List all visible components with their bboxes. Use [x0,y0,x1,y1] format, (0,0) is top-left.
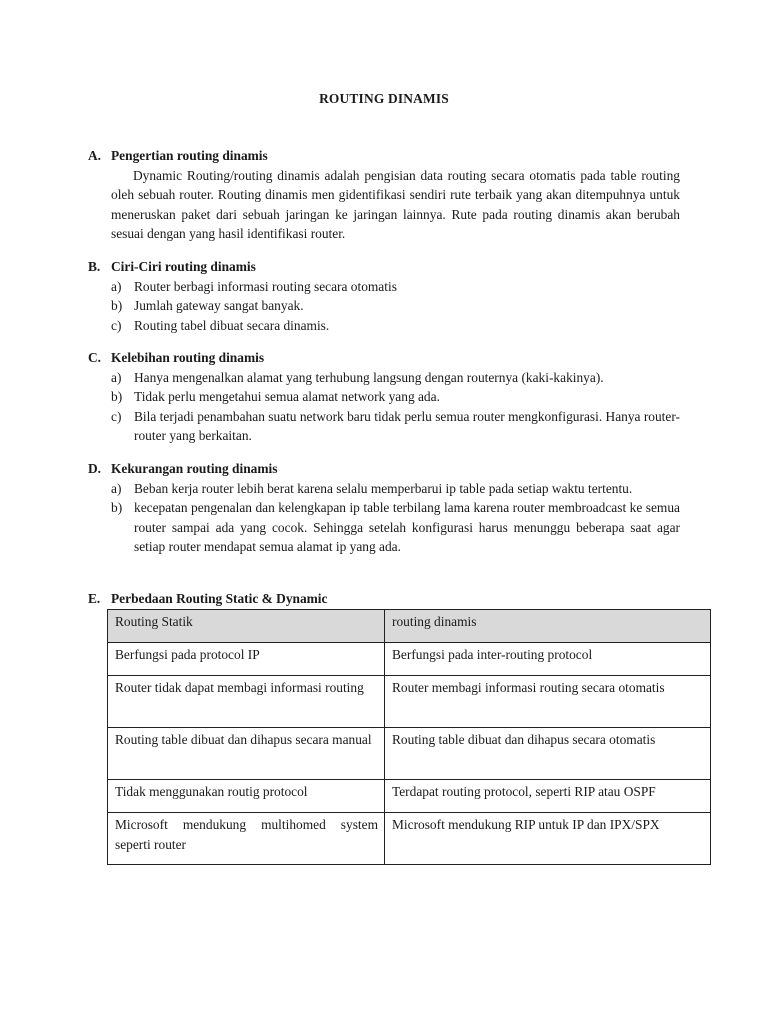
list-marker: a) [111,369,122,385]
table-cell: Routing table dibuat dan dihapus secara otomatis [385,728,711,780]
table-row [108,643,711,676]
table-cell: Tidak menggunakan routig protocol [108,780,385,813]
section-a [88,146,680,244]
list-item-text: Router berbagi informasi routing secara otomatis [134,278,397,294]
table-cell: Router tidak dapat membagi informasi routing [108,676,385,728]
table-header-cell: Routing Statik [108,610,385,643]
list-item [111,498,680,557]
list-item-text: Jumlah gateway sangat banyak. [134,298,304,313]
list-item-text: Tidak perlu mengetahui semua alamat network yang ada. [134,389,440,404]
table-cell: Berfungsi pada inter-routing protocol [385,643,711,676]
section-heading-text: Perbedaan Routing Static & Dynamic [111,591,328,606]
section-letter: C. [88,350,102,365]
list-item [111,387,680,407]
list-item-text: Bila terjadi penambahan suatu network baru tidak perlu semua router mengkonfigurasi. Hanya router-router yang berkaitan. [134,408,680,443]
table-row [108,676,711,728]
table-row [108,813,711,865]
section-e [88,589,680,609]
table-cell: Microsoft mendukung multihomed system seperti router [108,813,385,865]
section-e-heading [88,589,680,609]
list-item-text: Beban kerja router lebih berat karena selalu memperbarui ip table pada setiap waktu tertentu. [134,480,633,496]
list-item [111,316,680,336]
list-item [111,277,680,297]
list-marker: b) [111,389,123,404]
list-marker: a) [111,278,122,294]
section-d-heading [88,459,680,479]
comparison-table [107,609,711,865]
table-row [108,728,711,780]
section-letter: A. [88,148,102,163]
table-cell: Berfungsi pada protocol IP [108,643,385,676]
list-item [111,407,680,446]
section-letter: B. [88,259,101,274]
table-header-row [108,610,711,643]
list-marker: b) [111,500,123,515]
section-c-heading [88,348,680,368]
list-marker: c) [111,317,122,333]
section-c-list [111,368,680,446]
page-title: ROUTING DINAMIS [319,91,449,106]
table-row [108,780,711,813]
list-item-text: Hanya mengenalkan alamat yang terhubung langsung dengan routernya (kaki-kakinya). [134,369,604,385]
list-marker: b) [111,298,123,313]
section-d [88,459,680,557]
section-letter: D. [88,461,102,476]
section-heading-text: Ciri-Ciri routing dinamis [111,259,256,274]
list-item [111,296,680,316]
table-cell: Routing table dibuat dan dihapus secara manual [108,728,385,780]
section-b-heading [88,257,680,277]
section-c [88,348,680,446]
list-marker: a) [111,480,122,496]
section-a-paragraph: Dynamic Routing/routing dinamis adalah pengisian data routing secara otomatis pada table routing oleh sebuah router. Routing dinamis men gidentifikasi sendiri rute terbaik yang akan ditempuhnya untuk meneruskan paket dari sebuah jaringan ke jaringan lainnya. Rute pada routing dinamis akan berubah sesuai dengan yang hasil identifikasi router. [111,167,680,241]
table-cell: Terdapat routing protocol, seperti RIP atau OSPF [385,780,711,813]
section-b-list [111,277,680,336]
list-item-text: Routing tabel dibuat secara dinamis. [134,317,330,333]
section-heading-text: Kelebihan routing dinamis [111,350,265,365]
section-b [88,257,680,335]
list-item-text: kecepatan pengenalan dan kelengkapan ip table terbilang lama karena router membroadcast ke semua router sampai ada yang cocok. Sehingga setelah konfigurasi harus menunggu beberapa saat agar setiap router mendapat semua alamat ip yang ada. [134,500,680,554]
section-heading-text: Kekurangan routing dinamis [111,461,278,476]
section-d-list [111,479,680,557]
section-heading-text: Pengertian routing dinamis [111,148,268,163]
table-header-cell: routing dinamis [385,610,711,643]
table-cell: Microsoft mendukung RIP untuk IP dan IPX/SPX [385,813,711,865]
table-cell: Router membagi informasi routing secara otomatis [385,676,711,728]
section-letter: E. [88,591,101,606]
list-marker: c) [111,408,122,424]
section-a-heading [88,146,680,166]
list-item [111,368,680,388]
list-item [111,479,680,499]
